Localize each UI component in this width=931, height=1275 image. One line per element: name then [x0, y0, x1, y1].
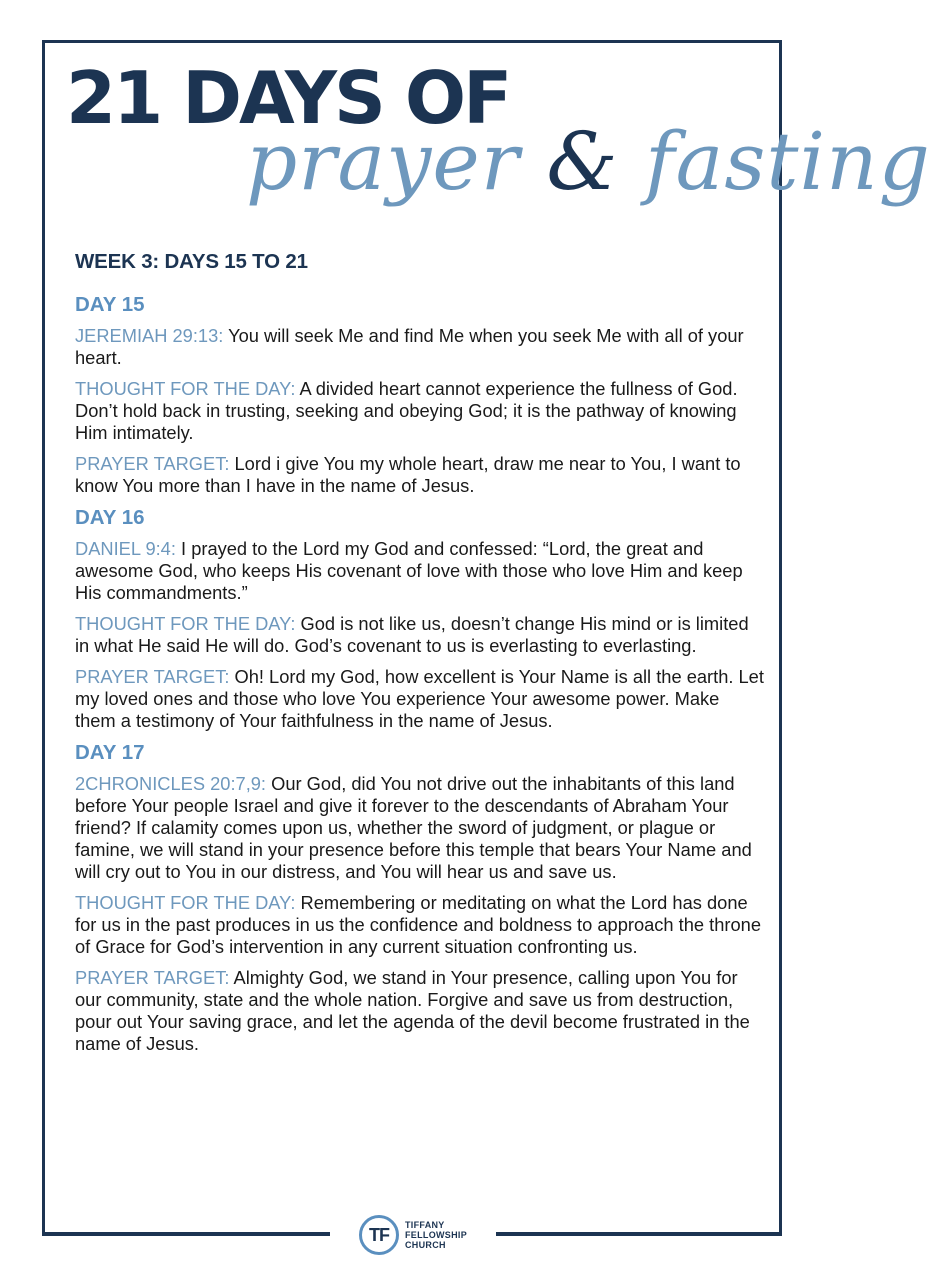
scripture-label: DANIEL 9:4: — [75, 538, 176, 559]
tf-monogram-icon: TF — [359, 1215, 399, 1255]
prayer-paragraph — [75, 453, 765, 497]
title-script-fasting: fasting — [645, 115, 931, 208]
prayer-label: PRAYER TARGET: — [75, 967, 230, 988]
day-15 — [75, 293, 765, 497]
scripture-paragraph — [75, 325, 765, 369]
prayer-text: Oh! Lord my God, how excellent is Your Name is all the earth. Let my loved ones and those who love You experience Your awesome power. Make them a testimony of Your faithfulness in the name of Jesus. — [75, 666, 764, 731]
footer-rule-left — [42, 1232, 330, 1236]
thought-label: THOUGHT FOR THE DAY: — [75, 613, 296, 634]
thought-text: Remembering or meditating on what the Lord has done for us in the past produces in us the confidence and boldness to approach the throne of Grace for God’s intervention in any current situation confronting us. — [75, 892, 762, 957]
day-title: DAY 16 — [75, 506, 145, 529]
prayer-label: PRAYER TARGET: — [75, 453, 230, 474]
scripture-label: JEREMIAH 29:13: — [75, 325, 224, 346]
footer-rule-right — [496, 1232, 782, 1236]
day-17 — [75, 741, 765, 1055]
thought-label: THOUGHT FOR THE DAY: — [75, 892, 296, 913]
prayer-text: Lord i give You my whole heart, draw me near to You, I want to know You more than I have in the name of Jesus. — [75, 453, 741, 496]
prayer-paragraph — [75, 666, 765, 732]
title-days: 21 DAYS OF — [66, 56, 510, 140]
logo-wordmark — [405, 1220, 467, 1250]
scripture-text: Our God, did You not drive out the inhabitants of this land before Your people Israel and give it forever to the descendants of Abraham Your friend? If calamity comes upon us, whether the sword of judgment, or plague or famine, we will stand in your presence before this temple that bears Your Name and will cry out to You in our distress, and You will hear us and save us. — [75, 773, 752, 882]
title-script — [246, 115, 931, 208]
thought-text: A divided heart cannot experience the fullness of God. Don’t hold back in trusting, seeking and obeying God; it is the pathway of knowing Him intimately. — [75, 378, 738, 443]
scripture-paragraph — [75, 538, 765, 604]
title-ampersand: & — [546, 115, 619, 208]
thought-text: God is not like us, doesn’t change His mind or is limited in what He said He will do. God’s covenant to us is everlasting to everlasting. — [75, 613, 749, 656]
day-title: DAY 15 — [75, 293, 145, 316]
thought-paragraph — [75, 892, 765, 958]
devotional-content — [75, 250, 765, 1064]
thought-paragraph — [75, 378, 765, 444]
scripture-text: I prayed to the Lord my God and confessed: “Lord, the great and awesome God, who keeps His covenant of love with those who love Him and keep His commandments.” — [75, 538, 743, 603]
scripture-label: 2CHRONICLES 20:7,9: — [75, 773, 267, 794]
logo-line-1: TIFFANY — [405, 1220, 445, 1230]
logo-line-3: CHURCH — [405, 1240, 446, 1250]
logo-line-2: FELLOWSHIP — [405, 1230, 467, 1240]
day-16 — [75, 506, 765, 732]
thought-label: THOUGHT FOR THE DAY: — [75, 378, 296, 399]
scripture-text: You will seek Me and find Me when you seek Me with all of your heart. — [75, 325, 744, 368]
week-heading: WEEK 3: DAYS 15 TO 21 — [75, 250, 308, 273]
prayer-label: PRAYER TARGET: — [75, 666, 230, 687]
prayer-text: Almighty God, we stand in Your presence, calling upon You for our community, state and the whole nation. Forgive and save us from destruction, pour out Your saving grace, and let the agenda of the devil become frustrated in the name of Jesus. — [75, 967, 750, 1054]
day-title: DAY 17 — [75, 741, 145, 764]
scripture-paragraph — [75, 773, 765, 883]
church-logo — [330, 1212, 496, 1258]
title-script-prayer: prayer — [246, 115, 520, 208]
thought-paragraph — [75, 613, 765, 657]
prayer-paragraph — [75, 967, 765, 1055]
